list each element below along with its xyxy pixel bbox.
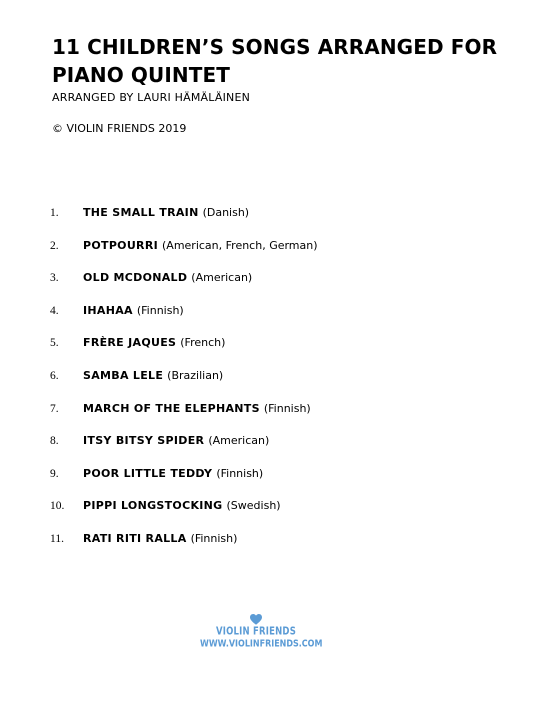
song-origin: (American, French, German) bbox=[162, 238, 318, 252]
song-number: 3. bbox=[50, 272, 59, 285]
footer-website-link[interactable]: WWW.VIOLINFRIENDS.COM bbox=[200, 638, 323, 649]
song-origin: (American) bbox=[191, 271, 253, 285]
song-title: ITSY BITSY SPIDER bbox=[83, 434, 205, 448]
song-number: 11. bbox=[50, 532, 64, 545]
song-origin: (Finnish) bbox=[263, 401, 311, 415]
list-item bbox=[50, 401, 318, 434]
song-origin: (Swedish) bbox=[226, 499, 281, 513]
list-item bbox=[50, 270, 318, 303]
list-item bbox=[50, 303, 318, 336]
list-item bbox=[50, 466, 318, 499]
arranger-credit: ARRANGED BY LAURI HÄMÄLÄINEN bbox=[52, 91, 251, 104]
song-number: 6. bbox=[50, 369, 59, 382]
song-title: OLD MCDONALD bbox=[83, 271, 188, 285]
song-origin: (Finnish) bbox=[190, 531, 238, 545]
song-number: 10. bbox=[50, 500, 65, 513]
list-item bbox=[50, 335, 318, 368]
song-title: RATI RITI RALLA bbox=[83, 531, 187, 545]
list-item bbox=[50, 368, 318, 401]
song-title: MARCH OF THE ELEPHANTS bbox=[83, 401, 260, 415]
list-item bbox=[50, 433, 318, 466]
song-number: 7. bbox=[50, 402, 59, 415]
song-title: THE SMALL TRAIN bbox=[83, 206, 199, 219]
document-title: 11 CHILDREN’S SONGS ARRANGED FOR PIANO QUINTET bbox=[52, 35, 498, 87]
song-number: 8. bbox=[50, 435, 59, 448]
song-origin: (Finnish) bbox=[136, 303, 184, 317]
heart-icon bbox=[250, 614, 262, 625]
song-title: PIPPI LONGSTOCKING bbox=[83, 499, 223, 513]
copyright-notice: © VIOLIN FRIENDS 2019 bbox=[52, 122, 187, 135]
song-number: 4. bbox=[50, 304, 59, 317]
song-origin: (Danish) bbox=[202, 206, 250, 219]
song-title: POOR LITTLE TEDDY bbox=[83, 466, 213, 480]
list-item bbox=[50, 238, 318, 271]
list-item bbox=[50, 531, 318, 564]
song-origin: (Brazilian) bbox=[167, 368, 224, 382]
song-origin: (Finnish) bbox=[216, 466, 264, 480]
song-origin: (American) bbox=[208, 434, 270, 448]
song-title: FRÈRE JAQUES bbox=[83, 336, 177, 350]
song-number: 1. bbox=[50, 207, 59, 219]
song-list bbox=[50, 205, 318, 564]
footer-brand-name: VIOLIN FRIENDS bbox=[215, 625, 297, 638]
song-title: SAMBA LELE bbox=[83, 368, 164, 382]
song-origin: (French) bbox=[180, 336, 226, 350]
footer-logo bbox=[200, 614, 323, 650]
list-item bbox=[50, 498, 318, 531]
song-title: POTPOURRI bbox=[83, 238, 158, 252]
song-number: 9. bbox=[50, 467, 59, 480]
song-number: 2. bbox=[50, 239, 59, 252]
song-title: IHAHAA bbox=[83, 303, 133, 317]
song-number: 5. bbox=[50, 337, 59, 350]
list-item bbox=[50, 205, 318, 238]
